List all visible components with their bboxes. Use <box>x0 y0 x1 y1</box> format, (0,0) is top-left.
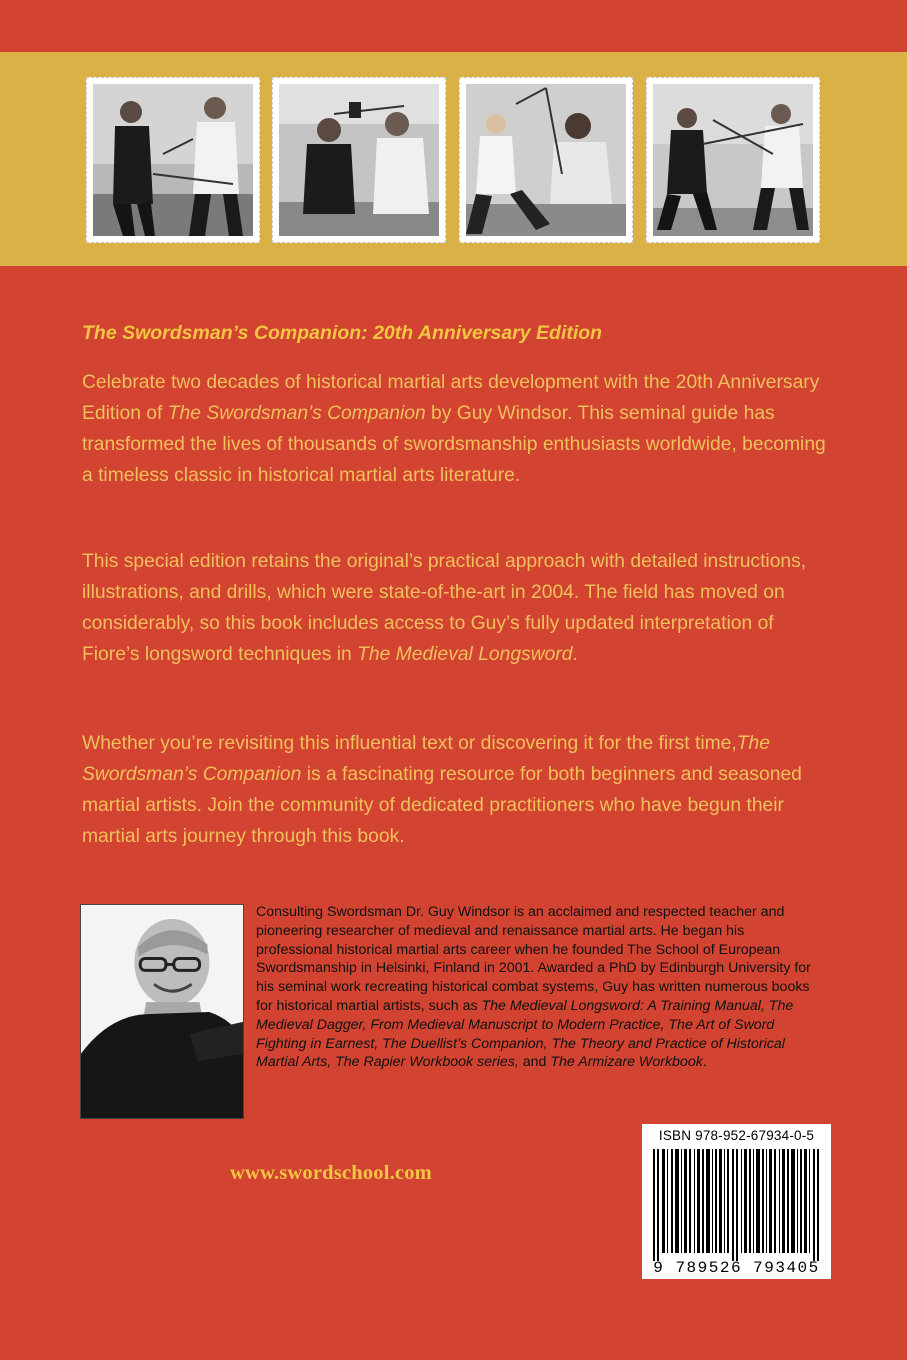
author-bio: Consulting Swordsman Dr. Guy Windsor is an acclaimed and respected teacher and pioneering researcher of medieval and renaissance martial arts. He began his professional historical martial arts career when he founded The School of European Swordsmanship in Helsinki, Finland in 2001. Awarded a PhD by Edinburgh University for his seminal work recreating historical combat systems, Guy has written numerous books for historical martial artists, such as The Medieval Longsword: A Training Manual, The Medieval Dagger, From Medieval Manuscript to Modern Practice, The Art of Sword Fighting in Earnest, The Duellist’s Companion, The Theory and Practice of Historical Martial Arts, The Rapier Workbook series, and The Armizare Workbook. <box>256 904 811 1071</box>
isbn-digits: 9 789526 793405 <box>653 1259 820 1277</box>
description-paragraph-2: This special edition retains the original’s practical approach with detailed instructions, illustrations, and drills, which were state-of-the-art in 2004. The field has moved on considerably, so this book includes access to Guy’s fully updated interpretation of Fiore’s longsword techniques in The Medieval Longsword. <box>82 551 807 665</box>
action-photo-3 <box>459 77 633 243</box>
isbn-label: ISBN 978-952-67934-0-5 <box>658 1128 815 1143</box>
action-photo-4 <box>646 77 820 243</box>
photo-band <box>0 52 907 266</box>
website-link[interactable]: www.swordschool.com <box>230 1162 432 1184</box>
description-paragraph-1: Celebrate two decades of historical martial arts development with the 20th Anniversary Edition of The Swordsman’s Companion by Guy Windsor. This seminal guide has transformed the lives of thousands of swordsmanship enthusiasts worldwide, becoming a timeless classic in historical martial arts literature. <box>82 372 826 486</box>
author-photo <box>80 904 244 1119</box>
book-title: The Swordsman’s Companion: 20th Anniversary Edition <box>82 322 603 344</box>
isbn-barcode <box>642 1124 831 1279</box>
action-photo-2 <box>272 77 446 243</box>
barcode-bars <box>653 1149 823 1261</box>
description-paragraph-3: Whether you’re revisiting this influential text or discovering it for the first time,The Swordsman’s Companion is a fascinating resource for both beginners and seasoned martial artists. Join the community of dedicated practitioners who have begun their martial arts journey through this book. <box>82 733 802 847</box>
action-photo-1 <box>86 77 260 243</box>
